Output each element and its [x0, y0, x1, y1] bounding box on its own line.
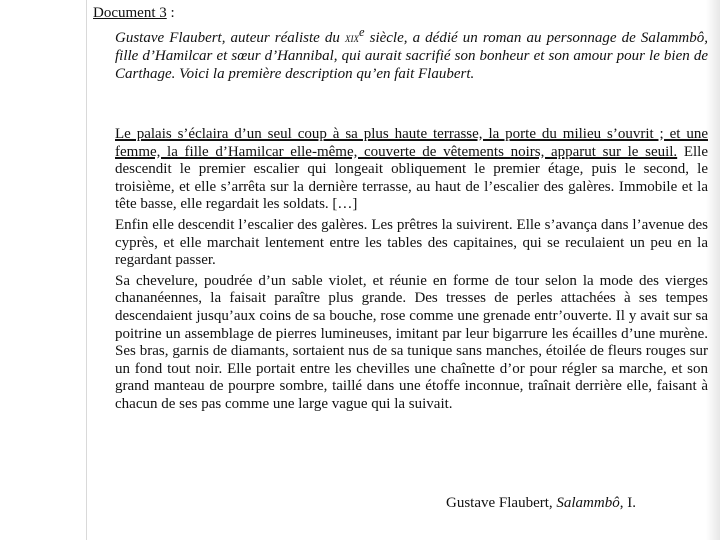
intro-paragraph: [115, 23, 708, 83]
page-right-shadow: [706, 0, 720, 540]
document-label: Document 3: [93, 5, 167, 21]
excerpt-underlined-passage: Le palais s’éclaira d’un seul coup à sa plus haute terrasse, la porte du milieu s’ouvrit ; et une femme, la fille d’Hamilcar elle-même, couverte de vêtements noirs, apparut sur le seuil.: [115, 126, 708, 160]
intro-text-end: siècle, a dédié un roman au personnage de Salammbô, fille d’Hamilcar et sœur d’Hannibal, qui aurait sacrifié son bonheur et son amour pour le bien de Carthage. Voici la première description qu’en fait Flaubert.: [115, 30, 708, 82]
intro-century-sup: e: [358, 25, 365, 39]
excerpt-paragraph-3: Sa chevelure, poudrée d’un sable violet, et réunie en forme de tour selon la mode des vierges chananéennes, la faisait paraître plus grande. Des tresses de perles attachées à ses tempes descendaient jusqu’aux coins de sa bouche, rose comme une grenade entr’ouverte. Il y avait sur sa poitrine un assemblage de pierres lumineuses, imitant par leur bigarrure les écailles d’une murène. Ses bras, garnis de diamants, sortaient nus de sa tunique sans manches, étoilée de fleurs rouges sur un fond tout noir. Elle portait entre les chevilles une chaînette d’or pour régler sa marche, et son grand manteau de pourpre sombre, taillé dans une étoffe inconnue, traînait derrière elle, faisant à chacun de ses pas comme une large vague qui la suivait.: [115, 272, 708, 412]
document-heading: [93, 4, 175, 22]
excerpt: [115, 126, 708, 417]
source-citation: [446, 494, 636, 512]
citation-chapter: , I.: [619, 495, 636, 511]
citation-work-title: Salammbô: [556, 495, 620, 511]
intro-text-start: Gustave Flaubert, auteur réaliste du: [115, 30, 345, 46]
intro-century: xix: [344, 30, 359, 45]
citation-author: Gustave Flaubert,: [446, 495, 557, 511]
excerpt-paragraph-1: [115, 126, 708, 214]
excerpt-paragraph-2: Enfin elle descendit l’escalier des galères. Les prêtres la suivirent. Elle s’avança dans l’avenue des cyprès, et elle marchait lentement entre les tables des capitaines, qui se reculaient un peu en la regardant passer.: [115, 216, 708, 269]
page-left-border: [86, 0, 87, 540]
excerpt-paragraph-1-rest: Elle descendit le premier escalier qui longeait obliquement le premier étage, puis le second, le troisième, et elle s’arrêta sur la dernière terrasse, au haut de l’escalier des galères. Immobile et la tête basse, elle regardait les soldats. […]: [115, 143, 709, 213]
document-label-colon: :: [166, 5, 175, 21]
